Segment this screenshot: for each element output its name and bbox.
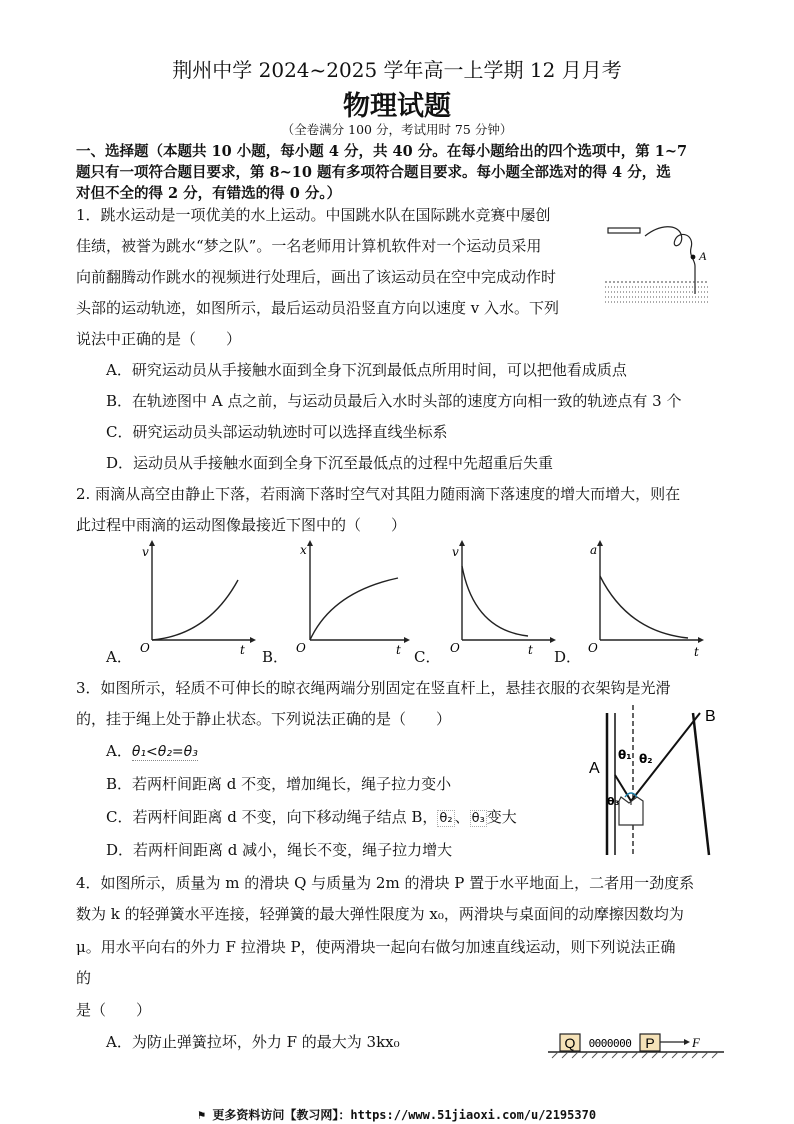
subject-title: 物理试题 [343, 91, 451, 122]
q2-graph-b [292, 540, 412, 660]
q2-graph-d-origin: O [588, 641, 598, 655]
q2-graph-a-yaxis: v [142, 545, 149, 559]
q2-graph-a-origin: O [140, 641, 150, 655]
q3-option-d: D．若两杆间距离 d 减小，绳长不变，绳子拉力增大 [106, 841, 453, 859]
q4-force-label: F [692, 1035, 700, 1050]
q2-graph-c-yaxis: v [452, 545, 459, 559]
q3-theta2-label: θ₂ [639, 752, 653, 766]
q2-graph-d-yaxis: a [590, 543, 598, 557]
q4-spring: 0000000 [588, 1037, 632, 1050]
q3-option-c-suffix: 变大 [486, 808, 517, 826]
q1-stem-line-2: 佳绩，被誉为跳水“梦之队”。一名老师用计算机软件对一个运动员采用 [76, 237, 542, 255]
q2-stem-line-2: 此过程中雨滴的运动图像最接近下图中的（ ） [76, 516, 407, 534]
q3-option-a-formula: θ₁<θ₂=θ₃ [131, 744, 198, 760]
q1-option-a: A．研究运动员从手接触水面到全身下沉到最低点所用时间，可以把他看成质点 [106, 361, 627, 379]
q3-option-c [106, 806, 517, 827]
q3-theta1-label: θ₁ [618, 748, 632, 762]
q3-label-a: A [589, 760, 600, 777]
q2-graph-b-origin: O [296, 641, 306, 655]
q1-stem-line-3: 向前翻腾动作跳水的视频进行处理后，画出了该运动员在空中完成动作时 [76, 268, 557, 286]
q2-graph-d [588, 540, 708, 660]
q3-option-c-theta3: θ₃ [471, 811, 485, 826]
q1-point-label: A [699, 249, 707, 263]
q2-graph-c-xaxis: t [528, 643, 533, 657]
q2-option-b-label: B． [262, 648, 289, 666]
section-instructions-line-2: 题只有一项符合题目要求，第 8~10 题有多项符合题目要求。每小题全部选对的得 4 分，选 [76, 164, 671, 181]
q4-stem-line-2: 数为 k 的轻弹簧水平连接，轻弹簧的最大弹性限度为 x₀，两滑块与桌面间的动摩擦因数均为 [76, 905, 684, 923]
q2-option-a-label: A． [106, 648, 132, 666]
q2-graph-a-xaxis: t [240, 643, 245, 657]
section-instructions-line-3: 对但不全的得 2 分，有错选的得 0 分。） [76, 185, 342, 202]
q1-diving-figure [605, 218, 715, 308]
q4-option-a: A．为防止弹簧拉坏，外力 F 的最大为 3kx₀ [106, 1033, 400, 1051]
q3-label-b: B [705, 708, 716, 725]
q3-option-b: B．若两杆间距离 d 不变，增加绳长，绳子拉力变小 [106, 775, 452, 793]
q3-option-c-text: C．若两杆间距离 d 不变，向下移动绳子结点 B， [106, 808, 438, 826]
q3-option-c-theta2: θ₂ [439, 811, 453, 826]
q2-stem-line-1: 2. 雨滴从高空由静止下落，若雨滴下落时空气对其阻力随雨滴下落速度的增大而增大，则在 [76, 485, 681, 503]
q4-block-q: Q [564, 1035, 576, 1051]
section-instructions-line-1: 一、选择题（本题共 10 小题，每小题 4 分，共 40 分。在每小题给出的四个选项中，第 1~7 [76, 143, 688, 160]
q2-graph-c-origin: O [450, 641, 460, 655]
q2-graph-d-xaxis: t [694, 645, 699, 659]
q1-option-b: B．在轨迹图中 A 点之前，与运动员最后入水时头部的速度方向相一致的轨迹点有 3 个 [106, 392, 682, 410]
q3-stem-line-2: 的，挂于绳上处于静止状态。下列说法正确的是（ ） [76, 710, 452, 728]
q3-option-a [106, 740, 198, 761]
exam-title: 荆州中学 2024~2025 学年高一上学期 12 月月考 [172, 58, 622, 82]
q1-option-c: C．研究运动员头部运动轨迹时可以选择直线坐标系 [106, 423, 448, 441]
q2-graph-c [448, 540, 558, 660]
q4-stem-line-3: μ。用水平向右的外力 F 拉滑块 P，使两滑块一起向右做匀加速直线运动，则下列说法正确 [76, 938, 676, 956]
q1-option-d: D．运动员从手接触水面到全身下沉至最低点的过程中先超重后失重 [106, 454, 554, 472]
exam-note: （全卷满分 100 分，考试用时 75 分钟） [281, 122, 513, 137]
q1-stem-line-5: 说法中正确的是（ ） [76, 330, 242, 348]
q3-theta3-label: θ₃ [607, 795, 620, 808]
q4-stem-line-1: 4．如图所示，质量为 m 的滑块 Q 与质量为 2m 的滑块 P 置于水平地面上，二者用一劲度系 [76, 874, 695, 892]
q3-option-c-sep: 、 [454, 808, 470, 826]
q2-graph-b-yaxis: x [300, 543, 307, 557]
q3-option-a-prefix: A． [106, 742, 132, 760]
q4-stem-line-4: 的 [76, 969, 92, 987]
q4-blocks-figure [546, 1030, 726, 1062]
q2-graph-a [138, 540, 258, 660]
q3-clothesline-figure [585, 705, 725, 860]
q1-stem-line-1: 1．跳水运动是一项优美的水上运动。中国跳水队在国际跳水竞赛中屡创 [76, 206, 551, 224]
q2-option-d-label: D． [554, 648, 582, 666]
q3-stem-line-1: 3．如图所示，轻质不可伸长的晾衣绳两端分别固定在竖直杆上，悬挂衣服的衣架钩是光滑 [76, 679, 671, 697]
q1-stem-line-4: 头部的运动轨迹，如图所示，最后运动员沿竖直方向以速度 v 入水。下列 [76, 299, 560, 317]
footer-link[interactable]: ⚑ 更多资料访问【教习网】：https://www.51jiaoxi.com/u/2195370 [197, 1108, 597, 1122]
q2-graph-b-xaxis: t [396, 643, 401, 657]
q4-stem-line-5: 是（ ） [76, 1001, 152, 1019]
q2-option-c-label: C． [414, 648, 441, 666]
q4-block-p: P [645, 1035, 655, 1051]
